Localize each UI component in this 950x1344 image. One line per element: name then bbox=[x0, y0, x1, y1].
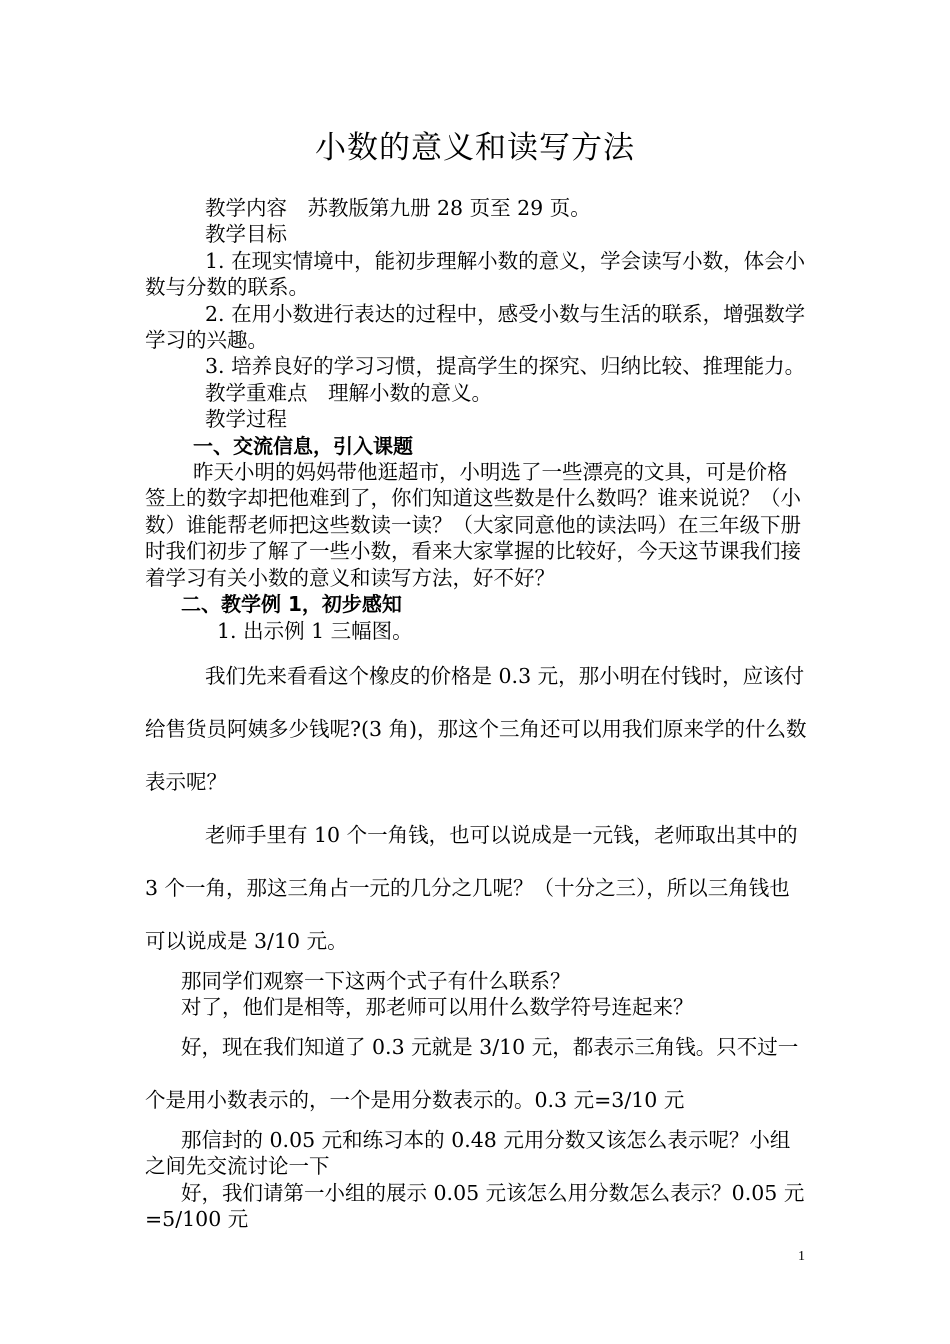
envelope-paragraph: 那信封的 0.05 元和练习本的 0.48 元用分数又该怎么表示呢？小组之间先交流讨论一下 bbox=[145, 1127, 791, 1179]
step-1: 1. 出示例 1 三幅图。 bbox=[217, 618, 413, 643]
page-title: 小数的意义和读写方法 bbox=[315, 130, 635, 166]
eraser-paragraph: 我们先来看看这个橡皮的价格是 0.3 元，那小明在付钱时，应该付给售货员阿姨多少钱呢?(3 角)，那这个三角还可以用我们原来学的什么数表示呢？ bbox=[145, 663, 807, 794]
section-1-heading: 一、交流信息，引入课题 bbox=[193, 433, 413, 458]
group-1-paragraph: 好，我们请第一小组的展示 0.05 元该怎么用分数怎么表示？0.05 元=5/100 元 bbox=[145, 1180, 805, 1231]
page-number: 1 bbox=[798, 1249, 805, 1264]
equal-paragraph: 对了，他们是相等，那老师可以用什么数学符号连起来？ bbox=[181, 995, 694, 1020]
key-point: 教学重难点 理解小数的意义。 bbox=[205, 380, 492, 405]
summary-paragraph: 好，现在我们知道了 0.3 元就是 3/10 元，都表示三角钱。只不过一个是用小数表示的，一个是用分数表示的。0.3 元=3/10 元 bbox=[145, 1034, 799, 1112]
teaching-content: 教学内容 苏教版第九册 28 页至 29 页。 bbox=[205, 196, 591, 220]
goal-3: 3. 培养良好的学习习惯，提高学生的探究、归纳比较、推理能力。 bbox=[205, 354, 806, 379]
goals-heading: 教学目标 bbox=[205, 222, 287, 247]
process-heading: 教学过程 bbox=[205, 407, 287, 432]
teacher-money-paragraph: 老师手里有 10 个一角钱，也可以说成是一元钱，老师取出其中的 3 个一角，那这三角占一元的几分之几呢？（十分之三），所以三角钱也可以说成是 3/10 元。 bbox=[145, 822, 798, 953]
goal-2: 2. 在用小数进行表达的过程中，感受小数与生活的联系，增强数学学习的兴趣。 bbox=[145, 301, 806, 353]
goal-1: 1. 在现实情境中，能初步理解小数的意义，学会读写小数，体会小数与分数的联系。 bbox=[145, 248, 806, 300]
section-1-text: 昨天小明的妈妈带他逛超市，小明选了一些漂亮的文具，可是价格签上的数字却把他难到了，你们知道这些数是什么数吗？谁来说说？（小数）谁能帮老师把这些数读一读？（大家同意他的读法吗）在三年级下册时我们初步了解了一些小数，看来大家掌握的比较好，今天这节课我们接着学习有关小数的意义和读写方法，好不好？ bbox=[145, 460, 801, 590]
observe-paragraph: 那同学们观察一下这两个式子有什么联系？ bbox=[181, 968, 571, 993]
section-2-heading: 二、教学例 1，初步感知 bbox=[181, 592, 402, 617]
document-body bbox=[145, 195, 807, 1232]
